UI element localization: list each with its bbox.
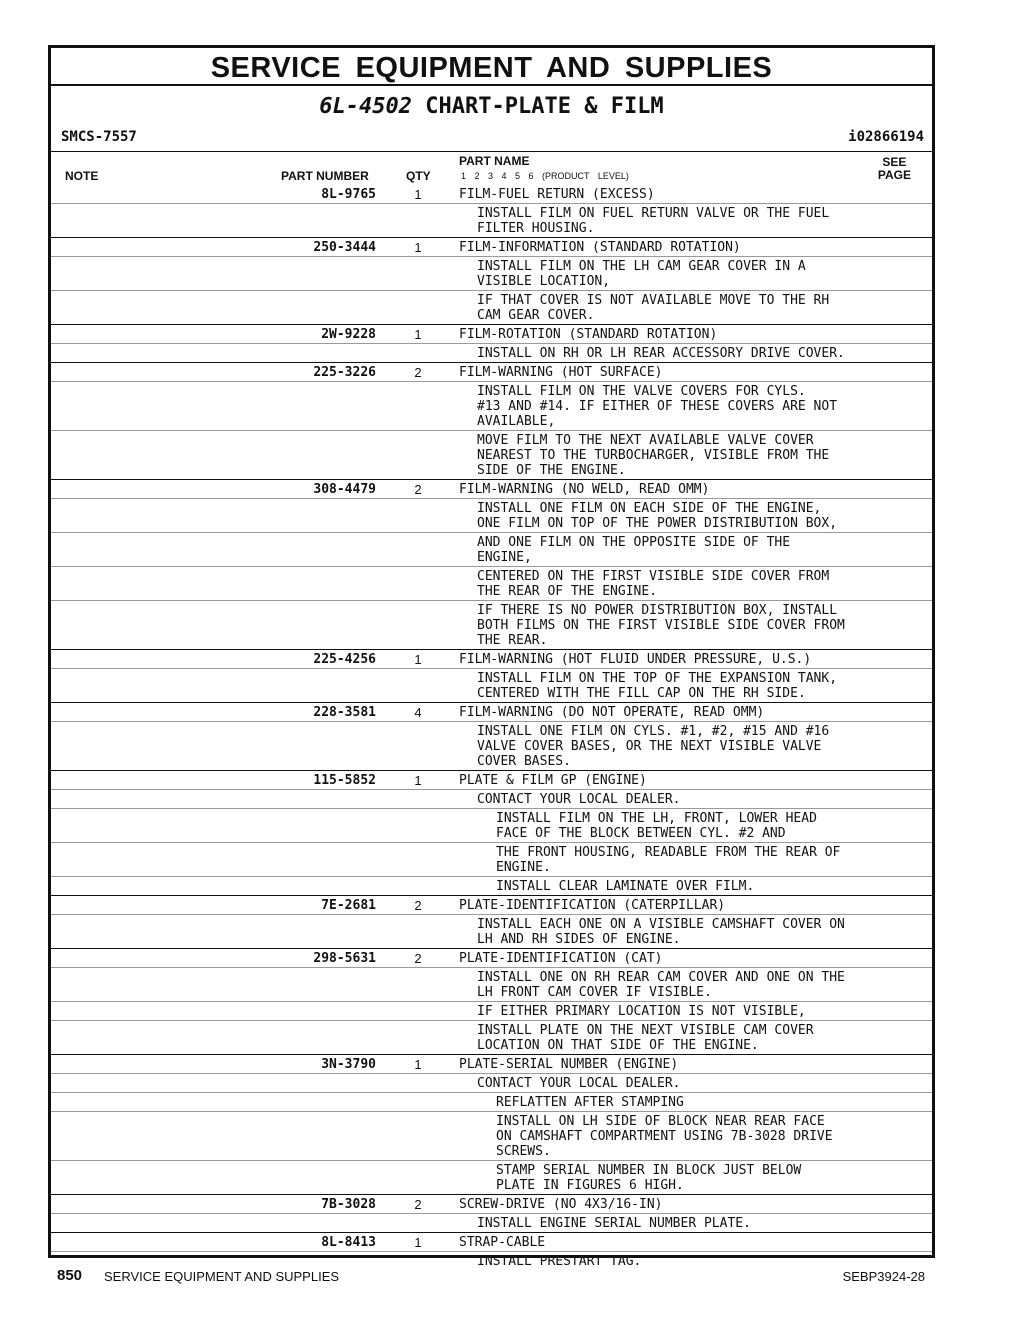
subtitle-name: CHART-PLATE & FILM	[425, 94, 664, 119]
part-name: PLATE & FILM GP (ENGINE)	[459, 773, 647, 788]
install-note: INSTALL FILM ON THE LH, FRONT, LOWER HEAD FACE OF THE BLOCK BETWEEN CYL. #2 AND	[496, 811, 817, 841]
footer-doc-id: SEBP3924-28	[842, 1269, 925, 1284]
note-row	[51, 1001, 932, 1020]
install-note: IF THAT COVER IS NOT AVAILABLE MOVE TO THE RH CAM GEAR COVER.	[477, 293, 830, 323]
col-part-number: PART NUMBER	[281, 169, 369, 183]
note-row	[51, 1213, 932, 1232]
part-row	[51, 1194, 932, 1213]
part-number: 3N-3790	[321, 1057, 376, 1072]
header-divider	[51, 151, 932, 152]
install-note: IF EITHER PRIMARY LOCATION IS NOT VISIBLE,	[477, 1004, 806, 1019]
part-name: PLATE-IDENTIFICATION (CAT)	[459, 951, 663, 966]
note-row	[51, 290, 932, 324]
part-number: 308-4479	[313, 482, 376, 497]
note-row	[51, 381, 932, 430]
quantity: 4	[414, 705, 422, 720]
part-number: 298-5631	[313, 951, 376, 966]
page-number: 850	[57, 1267, 83, 1284]
note-row	[51, 914, 932, 948]
quantity: 2	[414, 482, 422, 497]
install-note: INSTALL ENGINE SERIAL NUMBER PLATE.	[477, 1216, 751, 1231]
install-note: INSTALL ONE FILM ON EACH SIDE OF THE ENGINE, ONE FILM ON TOP OF THE POWER DISTRIBUTION BOX,	[477, 501, 838, 531]
part-row	[51, 948, 932, 967]
note-row	[51, 1020, 932, 1054]
note-row	[51, 1073, 932, 1092]
part-row	[51, 895, 932, 914]
part-name: FILM-ROTATION (STANDARD ROTATION)	[459, 327, 718, 342]
install-note: INSTALL PRESTART TAG.	[477, 1254, 642, 1269]
note-row	[51, 566, 932, 600]
part-row	[51, 237, 932, 256]
note-row	[51, 842, 932, 876]
part-name: FILM-WARNING (HOT FLUID UNDER PRESSURE, U.S.)	[459, 652, 812, 667]
note-row	[51, 1111, 932, 1160]
chart-subtitle	[51, 94, 932, 119]
part-row	[51, 649, 932, 668]
reference-id: i02866194	[848, 129, 924, 145]
smcs-code: SMCS-7557	[61, 129, 137, 145]
page-title: SERVICE EQUIPMENT AND SUPPLIES	[210, 52, 773, 84]
note-row	[51, 1092, 932, 1111]
part-number: 225-3226	[313, 365, 376, 380]
install-note: INSTALL ON LH SIDE OF BLOCK NEAR REAR FACE ON CAMSHAFT COMPARTMENT USING 7B-3028 DRIVE SCREWS.	[496, 1114, 833, 1159]
quantity: 1	[414, 1235, 422, 1250]
part-name: FILM-FUEL RETURN (EXCESS)	[459, 187, 655, 202]
part-number: 225-4256	[313, 652, 376, 667]
part-name: SCREW-DRIVE (NO 4X3/16-IN)	[459, 1197, 663, 1212]
col-qty: QTY	[406, 169, 431, 183]
part-name: FILM-WARNING (HOT SURFACE)	[459, 365, 663, 380]
install-note: STAMP SERIAL NUMBER IN BLOCK JUST BELOW PLATE IN FIGURES 6 HIGH.	[496, 1163, 802, 1193]
part-number: 7E-2681	[321, 898, 376, 913]
part-name: FILM-WARNING (DO NOT OPERATE, READ OMM)	[459, 705, 765, 720]
part-number: 8L-8413	[321, 1235, 376, 1250]
part-number: 2W-9228	[321, 327, 376, 342]
part-number: 8L-9765	[321, 187, 376, 202]
part-row	[51, 324, 932, 343]
quantity: 1	[414, 652, 422, 667]
quantity: 2	[414, 365, 422, 380]
part-row	[51, 770, 932, 789]
install-note: INSTALL PLATE ON THE NEXT VISIBLE CAM COVER LOCATION ON THAT SIDE OF THE ENGINE.	[477, 1023, 814, 1053]
quantity: 1	[414, 327, 422, 342]
install-note: REFLATTEN AFTER STAMPING	[496, 1095, 684, 1110]
install-note: INSTALL FILM ON FUEL RETURN VALVE OR THE FUEL FILTER HOUSING.	[477, 206, 830, 236]
part-name: PLATE-IDENTIFICATION (CATERPILLAR)	[459, 898, 726, 913]
part-row	[51, 1054, 932, 1073]
col-part-name: PART NAME	[459, 154, 530, 168]
part-row	[51, 702, 932, 721]
part-row	[51, 1232, 932, 1251]
install-note: CONTACT YOUR LOCAL DEALER.	[477, 1076, 681, 1091]
part-number: 228-3581	[313, 705, 376, 720]
note-row	[51, 203, 932, 237]
note-row	[51, 789, 932, 808]
install-note: INSTALL ONE FILM ON CYLS. #1, #2, #15 AND #16 VALVE COVER BASES, OR THE NEXT VISIBLE VALVE COVER BASES.	[477, 724, 830, 769]
note-row	[51, 343, 932, 362]
note-row	[51, 532, 932, 566]
quantity: 1	[414, 240, 422, 255]
col-product-level: 1 2 3 4 5 6 (PRODUCT LEVEL)	[461, 171, 629, 181]
part-name: STRAP-CABLE	[459, 1235, 546, 1250]
note-row	[51, 600, 932, 649]
col-see-page: SEE PAGE	[877, 155, 911, 182]
part-number: 7B-3028	[321, 1197, 376, 1212]
install-note: IF THERE IS NO POWER DISTRIBUTION BOX, INSTALL BOTH FILMS ON THE FIRST VISIBLE SIDE COVER FROM THE REAR.	[477, 603, 845, 648]
install-note: MOVE FILM TO THE NEXT AVAILABLE VALVE COVER NEAREST TO THE TURBOCHARGER, VISIBLE FROM THE SIDE OF THE ENGINE.	[477, 433, 830, 478]
note-row	[51, 808, 932, 842]
install-note: CONTACT YOUR LOCAL DEALER.	[477, 792, 681, 807]
install-note: INSTALL FILM ON THE VALVE COVERS FOR CYLS. #13 AND #14. IF EITHER OF THESE COVERS ARE NOT AVAILABLE,	[477, 384, 838, 429]
subtitle-part-number: 6L-4502	[319, 94, 413, 119]
part-row	[51, 479, 932, 498]
part-name: PLATE-SERIAL NUMBER (ENGINE)	[459, 1057, 679, 1072]
note-row	[51, 668, 932, 702]
note-row	[51, 876, 932, 895]
install-note: INSTALL CLEAR LAMINATE OVER FILM.	[496, 879, 755, 894]
install-note: INSTALL EACH ONE ON A VISIBLE CAMSHAFT COVER ON LH AND RH SIDES OF ENGINE.	[477, 917, 845, 947]
part-name: FILM-INFORMATION (STANDARD ROTATION)	[459, 240, 741, 255]
quantity: 1	[414, 1057, 422, 1072]
quantity: 2	[414, 951, 422, 966]
install-note: INSTALL ONE ON RH REAR CAM COVER AND ONE ON THE LH FRONT CAM COVER IF VISIBLE.	[477, 970, 845, 1000]
quantity: 1	[414, 773, 422, 788]
part-row	[51, 362, 932, 381]
note-row	[51, 1251, 932, 1270]
quantity: 2	[414, 898, 422, 913]
parts-table	[51, 185, 932, 1270]
col-note: NOTE	[65, 169, 99, 183]
part-name: FILM-WARNING (NO WELD, READ OMM)	[459, 482, 710, 497]
install-note: INSTALL FILM ON THE TOP OF THE EXPANSION TANK, CENTERED WITH THE FILL CAP ON THE RH SIDE.	[477, 671, 838, 701]
part-number: 115-5852	[313, 773, 376, 788]
note-row	[51, 498, 932, 532]
install-note: THE FRONT HOUSING, READABLE FROM THE REAR OF ENGINE.	[496, 845, 841, 875]
note-row	[51, 1160, 932, 1194]
quantity: 1	[414, 187, 422, 202]
install-note: CENTERED ON THE FIRST VISIBLE SIDE COVER FROM THE REAR OF THE ENGINE.	[477, 569, 830, 599]
note-row	[51, 967, 932, 1001]
install-note: INSTALL FILM ON THE LH CAM GEAR COVER IN A VISIBLE LOCATION,	[477, 259, 806, 289]
part-row	[51, 185, 932, 203]
quantity: 2	[414, 1197, 422, 1212]
footer-section: SERVICE EQUIPMENT AND SUPPLIES	[104, 1269, 340, 1284]
page-frame	[48, 45, 935, 1269]
note-row	[51, 430, 932, 479]
title-divider	[51, 84, 932, 86]
part-number: 250-3444	[313, 240, 376, 255]
install-note: INSTALL ON RH OR LH REAR ACCESSORY DRIVE COVER.	[477, 346, 845, 361]
note-row	[51, 256, 932, 290]
note-row	[51, 721, 932, 770]
install-note: AND ONE FILM ON THE OPPOSITE SIDE OF THE ENGINE,	[477, 535, 791, 565]
